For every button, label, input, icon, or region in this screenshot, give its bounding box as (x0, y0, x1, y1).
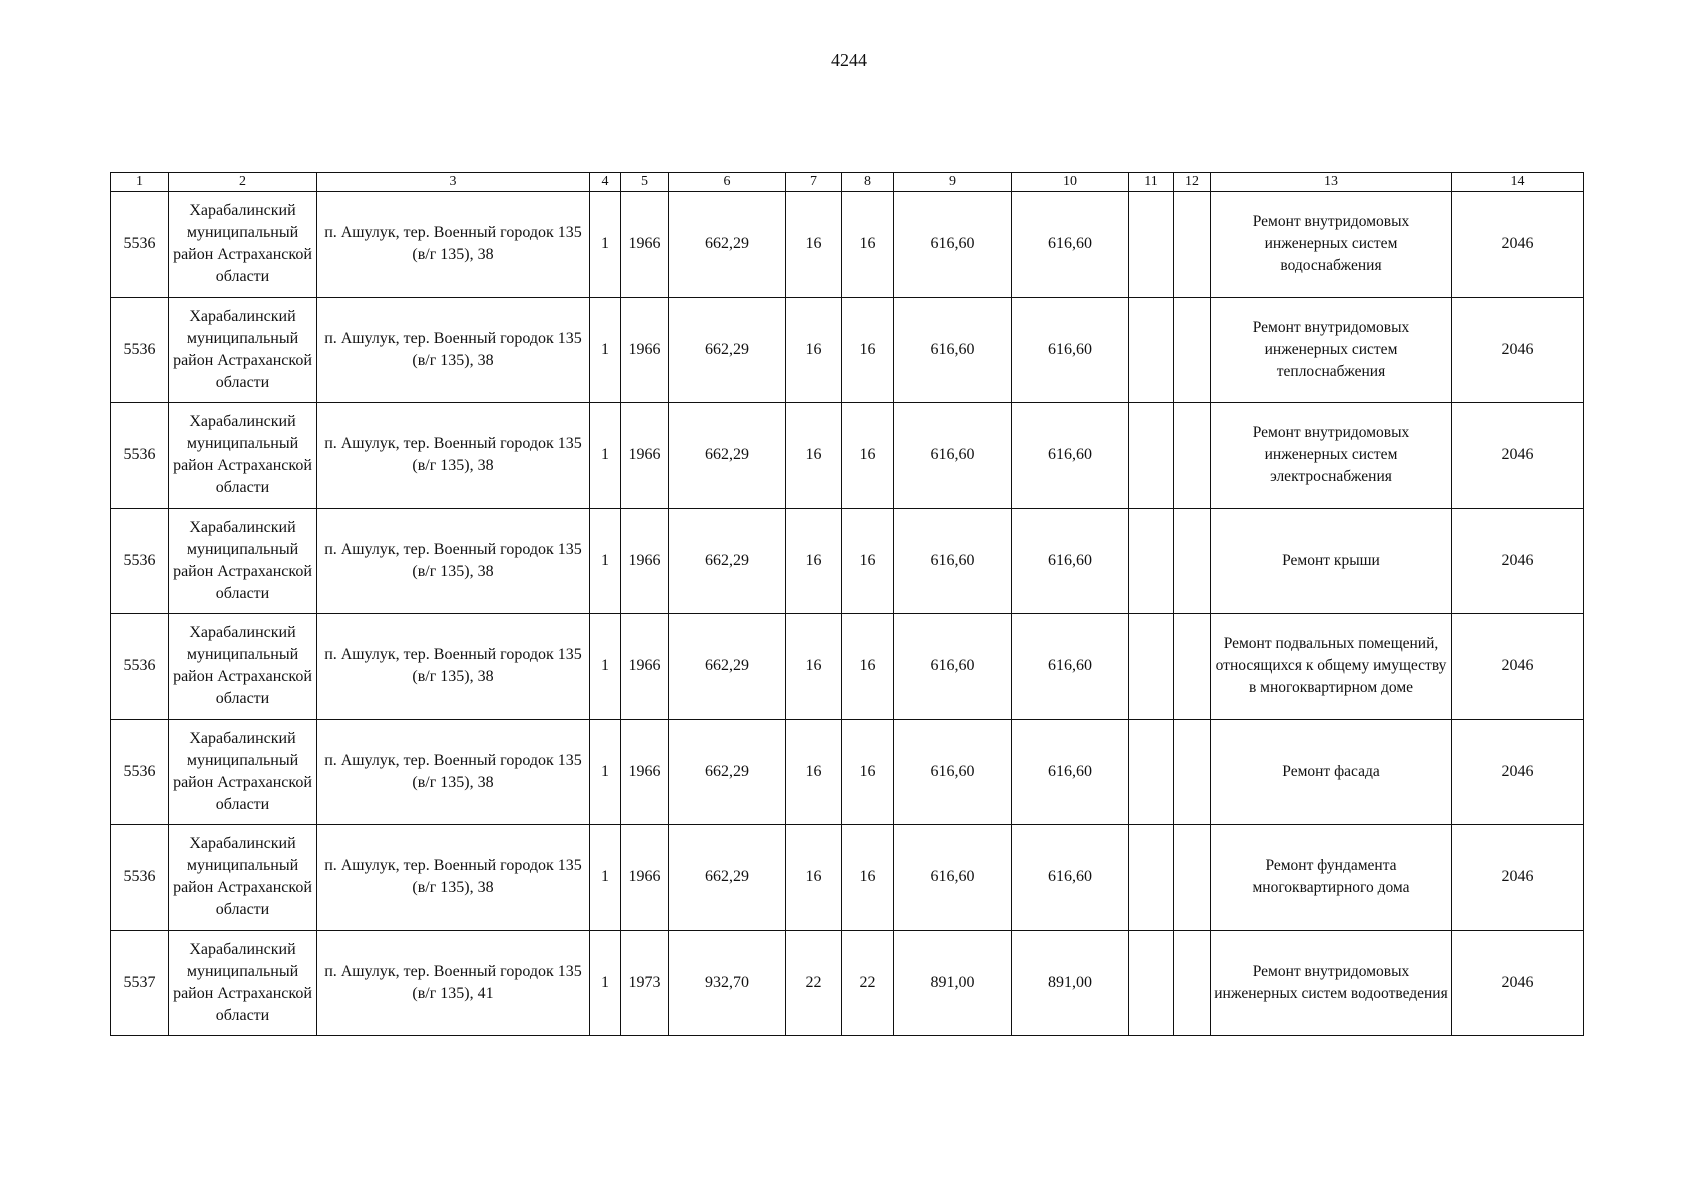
cell-col6: 662,29 (669, 825, 786, 931)
district-cell: Харабалинский муниципальный район Астраханской области (169, 825, 317, 931)
column-header: 4 (590, 173, 621, 192)
row-id: 5536 (111, 719, 169, 825)
cell-col12 (1174, 403, 1211, 509)
table-row (111, 297, 1584, 403)
address-cell: п. Ашулук, тер. Военный городок 135 (в/г 135), 38 (317, 508, 590, 614)
district-cell: Харабалинский муниципальный район Астраханской области (169, 192, 317, 298)
cell-col6: 932,70 (669, 930, 786, 1036)
cell-col11 (1129, 614, 1174, 720)
column-header: 3 (317, 173, 590, 192)
column-header: 6 (669, 173, 786, 192)
cell-col9: 616,60 (894, 403, 1012, 509)
cell-col10: 616,60 (1012, 297, 1129, 403)
year-cell: 2046 (1452, 192, 1584, 298)
district-cell: Харабалинский муниципальный район Астраханской области (169, 614, 317, 720)
year-cell: 2046 (1452, 614, 1584, 720)
cell-col5: 1966 (621, 297, 669, 403)
cell-col7: 16 (786, 297, 842, 403)
cell-col8: 16 (842, 825, 894, 931)
address-cell: п. Ашулук, тер. Военный городок 135 (в/г 135), 38 (317, 297, 590, 403)
table-row (111, 719, 1584, 825)
row-id: 5536 (111, 508, 169, 614)
year-cell: 2046 (1452, 930, 1584, 1036)
cell-col10: 616,60 (1012, 614, 1129, 720)
table-row (111, 403, 1584, 509)
cell-col7: 16 (786, 508, 842, 614)
cell-col8: 16 (842, 403, 894, 509)
year-cell: 2046 (1452, 825, 1584, 931)
cell-col12 (1174, 930, 1211, 1036)
cell-col4: 1 (590, 297, 621, 403)
cell-col8: 16 (842, 614, 894, 720)
column-header: 14 (1452, 173, 1584, 192)
district-cell: Харабалинский муниципальный район Астраханской области (169, 719, 317, 825)
cell-col12 (1174, 508, 1211, 614)
cell-col5: 1966 (621, 508, 669, 614)
cell-col12 (1174, 825, 1211, 931)
column-header: 5 (621, 173, 669, 192)
cell-col12 (1174, 297, 1211, 403)
row-id: 5536 (111, 192, 169, 298)
cell-col8: 22 (842, 930, 894, 1036)
cell-col5: 1966 (621, 614, 669, 720)
work-type-cell: Ремонт фундамента многоквартирного дома (1211, 825, 1452, 931)
cell-col4: 1 (590, 403, 621, 509)
registry-table (110, 172, 1584, 1036)
cell-col6: 662,29 (669, 719, 786, 825)
column-header: 1 (111, 173, 169, 192)
work-type-cell: Ремонт внутридомовых инженерных систем водоотведения (1211, 930, 1452, 1036)
cell-col10: 616,60 (1012, 508, 1129, 614)
column-header: 8 (842, 173, 894, 192)
cell-col9: 616,60 (894, 825, 1012, 931)
cell-col7: 16 (786, 403, 842, 509)
table-row (111, 192, 1584, 298)
cell-col9: 616,60 (894, 192, 1012, 298)
cell-col12 (1174, 192, 1211, 298)
column-header: 10 (1012, 173, 1129, 192)
column-header: 9 (894, 173, 1012, 192)
district-cell: Харабалинский муниципальный район Астраханской области (169, 297, 317, 403)
cell-col8: 16 (842, 508, 894, 614)
column-header: 7 (786, 173, 842, 192)
cell-col10: 616,60 (1012, 192, 1129, 298)
cell-col11 (1129, 192, 1174, 298)
cell-col9: 616,60 (894, 297, 1012, 403)
cell-col12 (1174, 614, 1211, 720)
cell-col6: 662,29 (669, 192, 786, 298)
cell-col11 (1129, 719, 1174, 825)
cell-col9: 616,60 (894, 719, 1012, 825)
year-cell: 2046 (1452, 297, 1584, 403)
cell-col11 (1129, 930, 1174, 1036)
row-id: 5536 (111, 825, 169, 931)
cell-col7: 16 (786, 719, 842, 825)
table-row (111, 825, 1584, 931)
cell-col10: 616,60 (1012, 825, 1129, 931)
work-type-cell: Ремонт подвальных помещений, относящихся к общему имуществу в многоквартирном доме (1211, 614, 1452, 720)
cell-col11 (1129, 297, 1174, 403)
row-id: 5536 (111, 297, 169, 403)
district-cell: Харабалинский муниципальный район Астраханской области (169, 508, 317, 614)
cell-col4: 1 (590, 508, 621, 614)
year-cell: 2046 (1452, 719, 1584, 825)
cell-col8: 16 (842, 719, 894, 825)
district-cell: Харабалинский муниципальный район Астраханской области (169, 930, 317, 1036)
cell-col4: 1 (590, 614, 621, 720)
cell-col5: 1966 (621, 192, 669, 298)
address-cell: п. Ашулук, тер. Военный городок 135 (в/г 135), 38 (317, 403, 590, 509)
cell-col7: 16 (786, 614, 842, 720)
column-header: 11 (1129, 173, 1174, 192)
cell-col5: 1966 (621, 825, 669, 931)
table-row (111, 614, 1584, 720)
page-number: 4244 (831, 50, 867, 70)
cell-col5: 1973 (621, 930, 669, 1036)
district-cell: Харабалинский муниципальный район Астраханской области (169, 403, 317, 509)
cell-col11 (1129, 403, 1174, 509)
row-id: 5536 (111, 403, 169, 509)
cell-col9: 616,60 (894, 614, 1012, 720)
row-id: 5537 (111, 930, 169, 1036)
table-row (111, 508, 1584, 614)
table-row (111, 930, 1584, 1036)
cell-col7: 22 (786, 930, 842, 1036)
cell-col5: 1966 (621, 719, 669, 825)
address-cell: п. Ашулук, тер. Военный городок 135 (в/г 135), 38 (317, 825, 590, 931)
address-cell: п. Ашулук, тер. Военный городок 135 (в/г 135), 38 (317, 192, 590, 298)
cell-col11 (1129, 825, 1174, 931)
work-type-cell: Ремонт фасада (1211, 719, 1452, 825)
cell-col10: 616,60 (1012, 719, 1129, 825)
cell-col6: 662,29 (669, 403, 786, 509)
cell-col7: 16 (786, 192, 842, 298)
cell-col9: 616,60 (894, 508, 1012, 614)
cell-col10: 891,00 (1012, 930, 1129, 1036)
address-cell: п. Ашулук, тер. Военный городок 135 (в/г 135), 41 (317, 930, 590, 1036)
work-type-cell: Ремонт внутридомовых инженерных систем теплоснабжения (1211, 297, 1452, 403)
column-header: 13 (1211, 173, 1452, 192)
cell-col4: 1 (590, 825, 621, 931)
cell-col6: 662,29 (669, 508, 786, 614)
cell-col8: 16 (842, 192, 894, 298)
column-header: 2 (169, 173, 317, 192)
row-id: 5536 (111, 614, 169, 720)
cell-col7: 16 (786, 825, 842, 931)
work-type-cell: Ремонт внутридомовых инженерных систем водоснабжения (1211, 192, 1452, 298)
cell-col4: 1 (590, 930, 621, 1036)
work-type-cell: Ремонт внутридомовых инженерных систем электроснабжения (1211, 403, 1452, 509)
cell-col9: 891,00 (894, 930, 1012, 1036)
address-cell: п. Ашулук, тер. Военный городок 135 (в/г 135), 38 (317, 719, 590, 825)
year-cell: 2046 (1452, 508, 1584, 614)
cell-col6: 662,29 (669, 614, 786, 720)
cell-col4: 1 (590, 719, 621, 825)
cell-col10: 616,60 (1012, 403, 1129, 509)
cell-col5: 1966 (621, 403, 669, 509)
address-cell: п. Ашулук, тер. Военный городок 135 (в/г 135), 38 (317, 614, 590, 720)
cell-col4: 1 (590, 192, 621, 298)
cell-col11 (1129, 508, 1174, 614)
year-cell: 2046 (1452, 403, 1584, 509)
cell-col8: 16 (842, 297, 894, 403)
column-header: 12 (1174, 173, 1211, 192)
cell-col12 (1174, 719, 1211, 825)
header-row (111, 173, 1584, 192)
work-type-cell: Ремонт крыши (1211, 508, 1452, 614)
cell-col6: 662,29 (669, 297, 786, 403)
